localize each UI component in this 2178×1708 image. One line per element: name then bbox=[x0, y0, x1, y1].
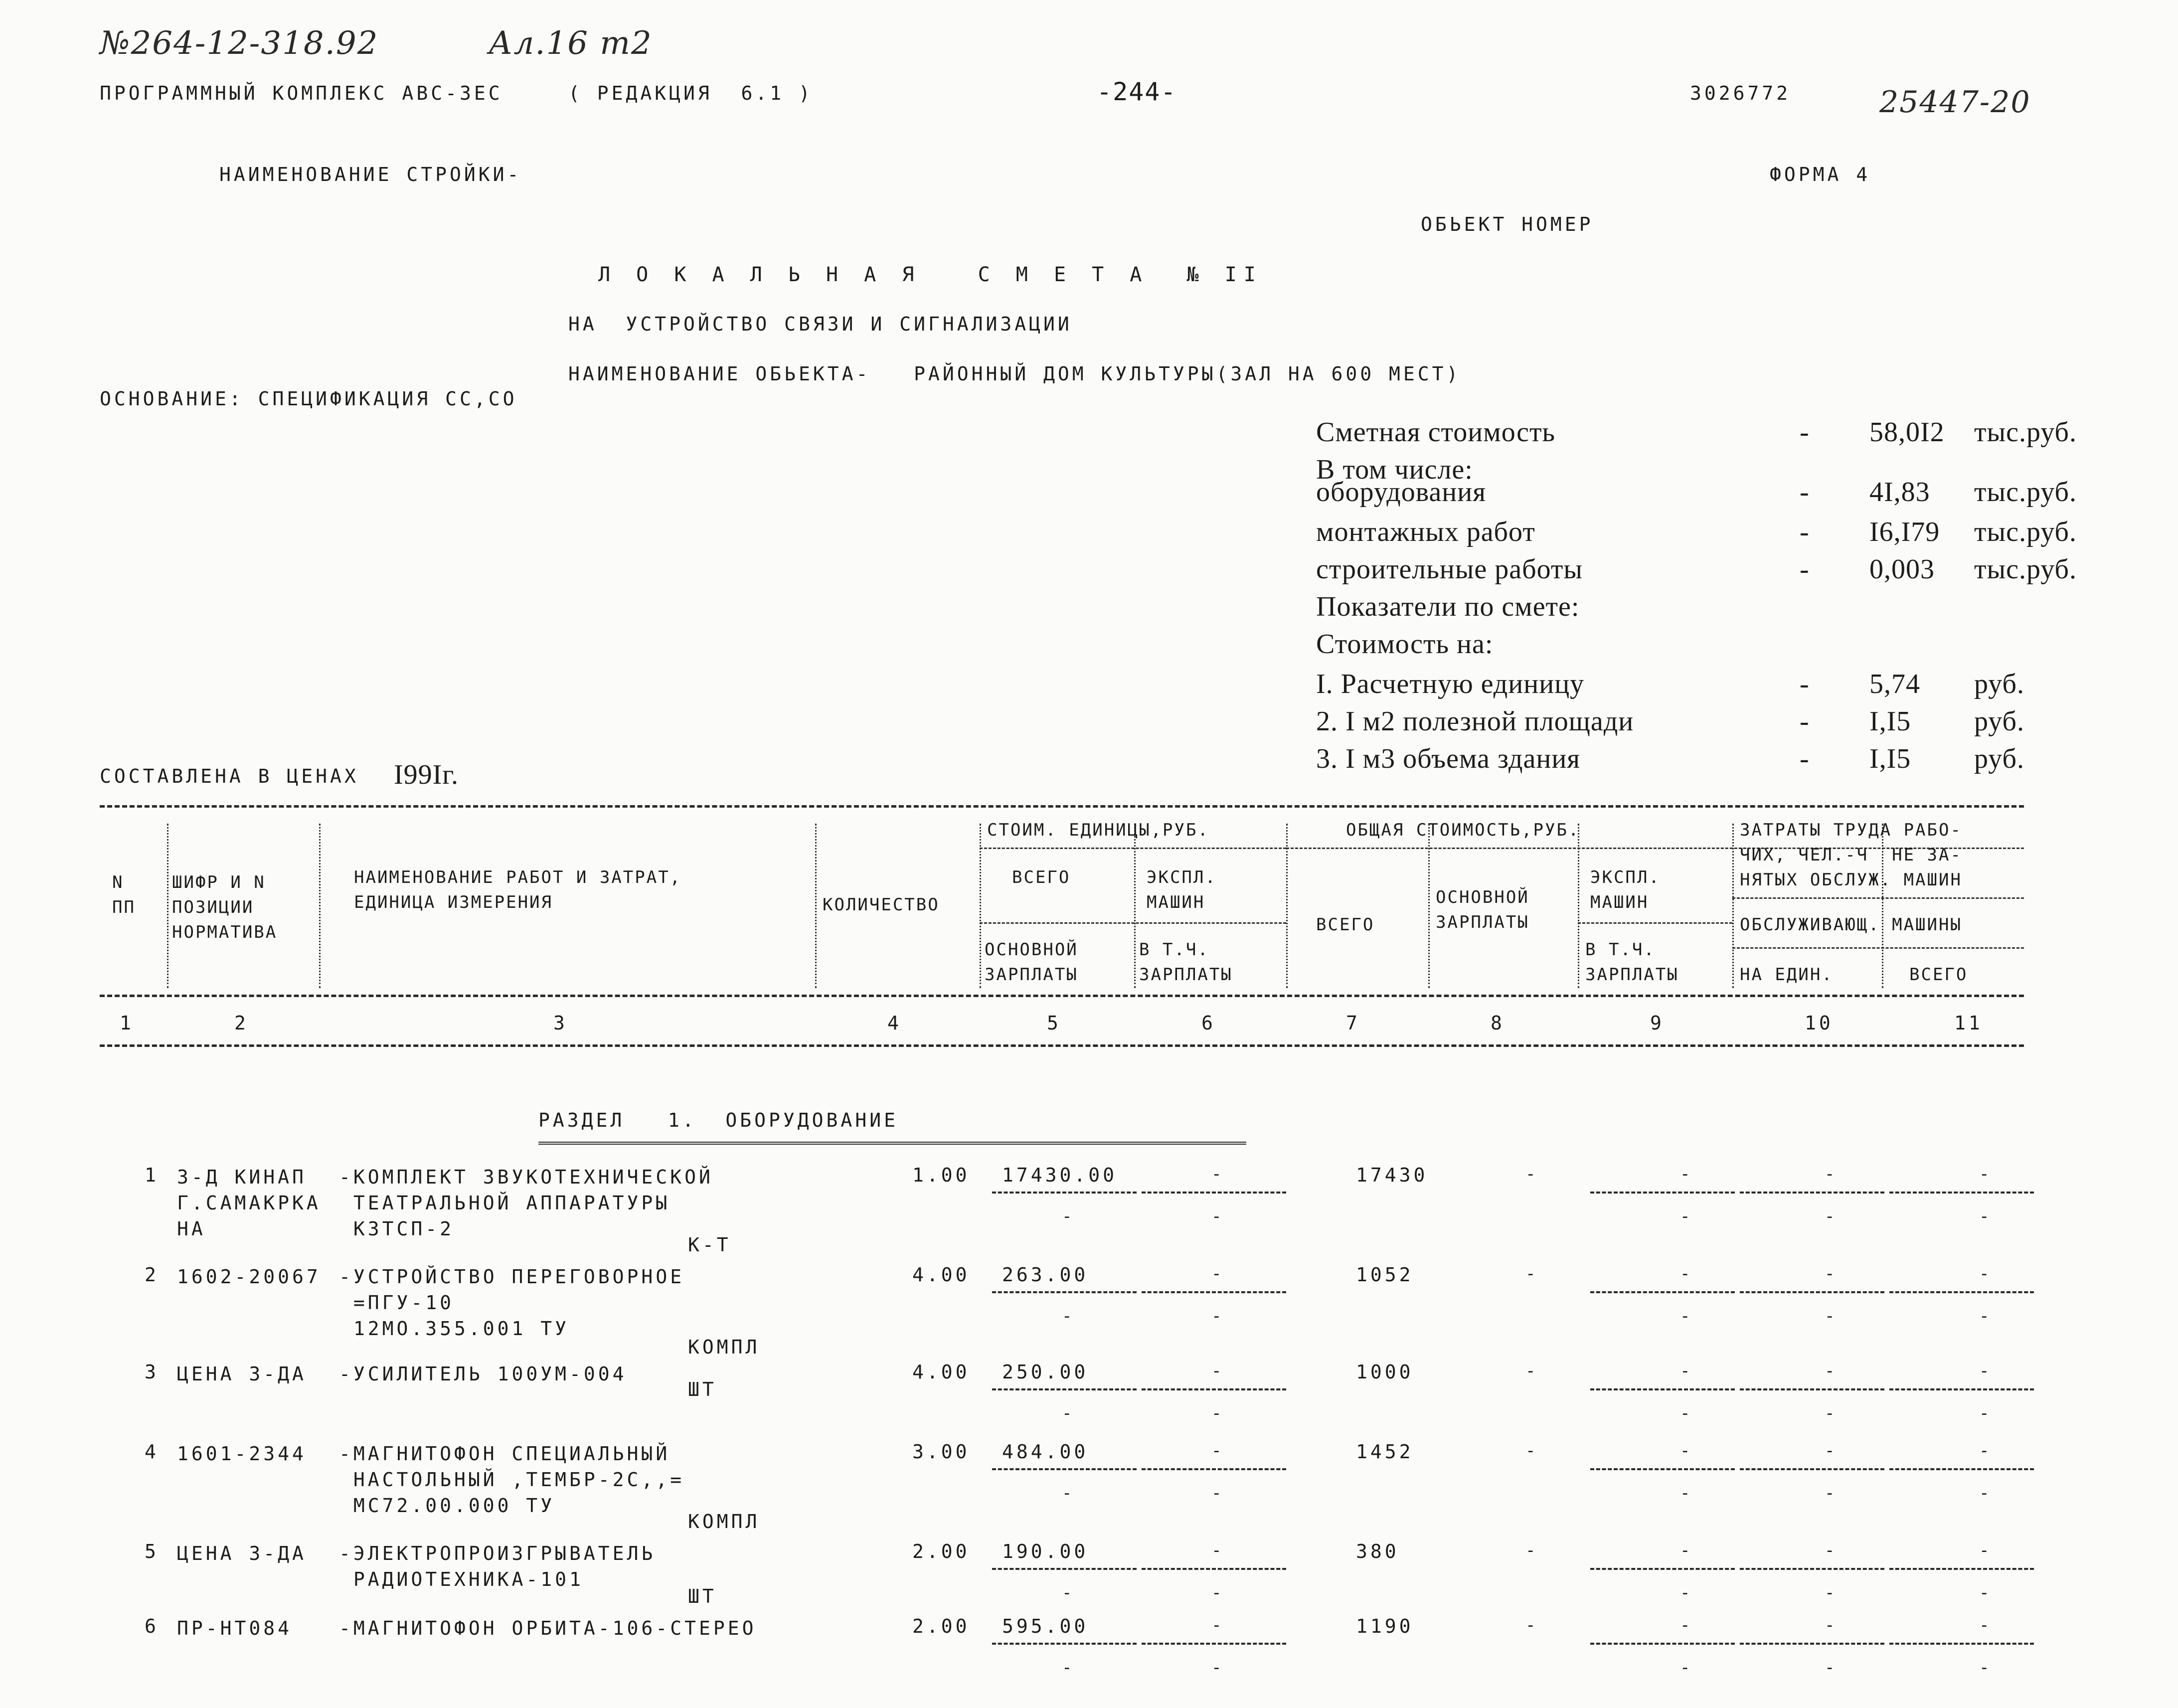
row-subrule bbox=[1590, 1192, 1735, 1194]
row-labor-total: - bbox=[1979, 1441, 1993, 1461]
header-subrule bbox=[980, 848, 1286, 849]
row-machine-cost: - bbox=[1211, 1540, 1225, 1560]
header-subrule bbox=[980, 922, 1286, 924]
summary-label: В том числе: bbox=[1316, 454, 1473, 485]
row-number: 1 bbox=[145, 1164, 159, 1186]
row-quantity: 4.00 bbox=[912, 1264, 970, 1286]
row-machine-total: - bbox=[1680, 1441, 1693, 1461]
row-subrule bbox=[1889, 1568, 2034, 1570]
column-number: 2 bbox=[234, 1012, 249, 1034]
program-name: ПРОГРАММНЫЙ КОМПЛЕКС АВС-3ЕС bbox=[100, 82, 503, 104]
row-machine-cost: - bbox=[1211, 1441, 1225, 1461]
row-unit: КОМПЛ bbox=[688, 1511, 760, 1533]
row-unit-price: 595.00 bbox=[1002, 1615, 1089, 1637]
row-salary-value: - bbox=[1062, 1206, 1075, 1226]
col-header-9-bottom: В Т.Ч. ЗАРПЛАТЫ bbox=[1585, 940, 1679, 985]
row-salary-value: - bbox=[1680, 1306, 1693, 1326]
summary-value: I6,I79 bbox=[1869, 516, 1940, 547]
row-salary-value: - bbox=[1211, 1306, 1225, 1326]
row-labor-total: - bbox=[1979, 1361, 1993, 1381]
summary-label: I. Расчетную единицу bbox=[1316, 669, 1585, 699]
row-code: ЦЕНА 3-ДА bbox=[177, 1542, 307, 1564]
row-salary-value: - bbox=[1825, 1403, 1838, 1423]
col-header-unit-cost: СТОИМ. ЕДИНИЦЫ,РУБ. bbox=[987, 820, 1209, 840]
summary-dash: - bbox=[1800, 706, 1810, 737]
summary-unit: тыс.руб. bbox=[1974, 417, 2077, 448]
row-salary-value: - bbox=[1979, 1658, 1993, 1678]
col-header-10: НА ЕДИН. bbox=[1740, 965, 1834, 985]
row-number: 2 bbox=[145, 1264, 159, 1286]
row-subrule bbox=[1740, 1568, 1884, 1570]
row-machine-cost: - bbox=[1211, 1164, 1225, 1184]
row-quantity: 1.00 bbox=[912, 1164, 970, 1186]
row-salary-value: - bbox=[1979, 1483, 1993, 1503]
row-labor-total: - bbox=[1979, 1264, 1993, 1284]
column-number: 10 bbox=[1805, 1012, 1834, 1034]
summary-unit: руб. bbox=[1974, 669, 2025, 699]
col-header-7: ВСЕГО bbox=[1316, 915, 1375, 935]
row-total: 1000 bbox=[1356, 1361, 1414, 1383]
summary-label: Показатели по смете: bbox=[1316, 591, 1580, 622]
row-total: 1190 bbox=[1356, 1615, 1414, 1637]
row-salary-total: - bbox=[1525, 1264, 1539, 1284]
summary-value: 58,0I2 bbox=[1869, 417, 1945, 448]
row-salary-value: - bbox=[1825, 1206, 1838, 1226]
row-code: ЦЕНА 3-ДА bbox=[177, 1363, 307, 1385]
row-subrule bbox=[1889, 1468, 2034, 1470]
row-salary-total: - bbox=[1525, 1540, 1539, 1560]
row-machine-cost: - bbox=[1211, 1264, 1225, 1284]
row-labor-total: - bbox=[1979, 1615, 1993, 1635]
row-labor-unit: - bbox=[1825, 1540, 1838, 1560]
section-underline bbox=[538, 1142, 1246, 1145]
summary-unit: руб. bbox=[1974, 706, 2025, 737]
row-name: -МАГНИТОФОН СПЕЦИАЛЬНЫЙ НАСТОЛЬНЫЙ ,ТЕМБР-2С,,= МС72.00.000 ТУ bbox=[339, 1443, 685, 1517]
header-bottom-rule bbox=[100, 995, 2024, 997]
row-subrule bbox=[1889, 1192, 2034, 1194]
row-salary-value: - bbox=[1825, 1658, 1838, 1678]
handwritten-doc-ref: №264-12-318.92 bbox=[100, 25, 379, 62]
row-subrule bbox=[1142, 1192, 1286, 1194]
col-header-11: ВСЕГО bbox=[1909, 965, 1968, 985]
col-header-n: N ПП bbox=[112, 872, 136, 917]
row-salary-value: - bbox=[1062, 1658, 1075, 1678]
summary-dash: - bbox=[1800, 743, 1810, 774]
row-total: 380 bbox=[1356, 1540, 1399, 1562]
row-subrule bbox=[1740, 1291, 1884, 1293]
row-quantity: 4.00 bbox=[912, 1361, 970, 1383]
row-subrule bbox=[1889, 1291, 2034, 1293]
row-name: -ЭЛЕКТРОПРОИЗГРЫВАТЕЛЬ РАДИОТЕХНИКА-101 bbox=[339, 1542, 656, 1590]
row-number: 6 bbox=[145, 1615, 159, 1637]
section-title: РАЗДЕЛ 1. ОБОРУДОВАНИЕ bbox=[538, 1109, 898, 1131]
row-salary-value: - bbox=[1979, 1306, 1993, 1326]
col-header-5-top: ВСЕГО bbox=[1012, 867, 1071, 887]
row-subrule bbox=[1590, 1468, 1735, 1470]
row-salary-value: - bbox=[1062, 1583, 1075, 1603]
row-salary-value: - bbox=[1062, 1483, 1075, 1503]
row-salary-value: - bbox=[1062, 1403, 1075, 1423]
row-salary-total: - bbox=[1525, 1615, 1539, 1635]
row-total: 1052 bbox=[1356, 1264, 1414, 1286]
summary-value: 0,003 bbox=[1869, 554, 1935, 585]
column-number: 5 bbox=[1047, 1012, 1061, 1034]
document-code: 3026772 bbox=[1690, 82, 1791, 104]
row-unit-price: 263.00 bbox=[1002, 1264, 1089, 1286]
row-labor-unit: - bbox=[1825, 1361, 1838, 1381]
basis: ОСНОВАНИЕ: СПЕЦИФИКАЦИЯ СС,СО bbox=[100, 388, 517, 410]
row-salary-value: - bbox=[1680, 1206, 1693, 1226]
row-unit-price: 484.00 bbox=[1002, 1441, 1089, 1463]
summary-unit: руб. bbox=[1974, 743, 2025, 774]
column-number: 7 bbox=[1346, 1012, 1360, 1034]
row-unit: КОМПЛ bbox=[688, 1336, 760, 1358]
row-subrule bbox=[1889, 1643, 2034, 1645]
column-number: 3 bbox=[553, 1012, 568, 1034]
summary-unit: тыс.руб. bbox=[1974, 516, 2077, 547]
summary-label: Стоимость на: bbox=[1316, 629, 1494, 660]
column-number: 9 bbox=[1650, 1012, 1665, 1034]
col-header-labor: ЗАТРАТЫ ТРУДА РАБО- ЧИХ, ЧЕЛ.-Ч НЕ ЗА- НЯТЫХ ОБСЛУЖ. МАШИН bbox=[1740, 820, 1962, 890]
prices-label: СОСТАВЛЕНА В ЦЕНАХ bbox=[100, 765, 359, 787]
col-header-8: ОСНОВНОЙ ЗАРПЛАТЫ bbox=[1436, 887, 1529, 932]
summary-dash: - bbox=[1800, 516, 1810, 547]
row-machine-total: - bbox=[1680, 1361, 1693, 1381]
row-number: 4 bbox=[145, 1441, 159, 1463]
row-total: 1452 bbox=[1356, 1441, 1414, 1463]
col-header-6-bottom: В Т.Ч. ЗАРПЛАТЫ bbox=[1139, 940, 1233, 985]
row-subrule bbox=[1740, 1388, 1884, 1390]
row-salary-value: - bbox=[1979, 1583, 1993, 1603]
row-subrule bbox=[992, 1643, 1137, 1645]
row-salary-value: - bbox=[1211, 1583, 1225, 1603]
summary-dash: - bbox=[1800, 669, 1810, 699]
row-number: 3 bbox=[145, 1361, 159, 1383]
header-subrule bbox=[1732, 947, 2024, 949]
construction-label: НАИМЕНОВАНИЕ СТРОЙКИ- bbox=[219, 164, 522, 185]
row-machine-total: - bbox=[1680, 1540, 1693, 1560]
row-salary-value: - bbox=[1825, 1583, 1838, 1603]
summary-label: 3. I м3 объема здания bbox=[1316, 743, 1581, 774]
column-number: 8 bbox=[1491, 1012, 1505, 1034]
row-name: -УСТРОЙСТВО ПЕРЕГОВОРНОЕ =ПГУ-10 12МО.355.001 ТУ bbox=[339, 1266, 685, 1340]
object-name: НАИМЕНОВАНИЕ ОБЬЕКТА- РАЙОННЫЙ ДОМ КУЛЬТУРЫ(ЗАЛ НА 600 МЕСТ) bbox=[568, 363, 1461, 385]
row-unit-price: 190.00 bbox=[1002, 1540, 1089, 1562]
summary-label: Сметная стоимость bbox=[1316, 417, 1555, 448]
summary-value: I,I5 bbox=[1869, 743, 1911, 774]
document-title: Л О К А Л Ь Н А Я С М Е Т А № II bbox=[598, 263, 1263, 286]
col-separator bbox=[319, 824, 321, 988]
row-subrule bbox=[1740, 1468, 1884, 1470]
row-machine-total: - bbox=[1680, 1264, 1693, 1284]
row-salary-value: - bbox=[1825, 1483, 1838, 1503]
row-salary-total: - bbox=[1525, 1164, 1539, 1184]
col-header-9-top: ЭКСПЛ. МАШИН bbox=[1590, 867, 1661, 912]
summary-unit: тыс.руб. bbox=[1974, 554, 2077, 585]
col-separator bbox=[815, 824, 817, 988]
col-header-code: ШИФР И N ПОЗИЦИИ НОРМАТИВА bbox=[172, 872, 278, 942]
row-subrule bbox=[992, 1192, 1137, 1194]
row-salary-value: - bbox=[1979, 1206, 1993, 1226]
row-unit: ШТ bbox=[688, 1378, 717, 1400]
row-salary-value: - bbox=[1211, 1206, 1225, 1226]
row-salary-value: - bbox=[1680, 1403, 1693, 1423]
row-machine-total: - bbox=[1680, 1615, 1693, 1635]
row-salary-value: - bbox=[1211, 1483, 1225, 1503]
row-salary-value: - bbox=[1979, 1403, 1993, 1423]
row-salary-value: - bbox=[1062, 1306, 1075, 1326]
row-salary-total: - bbox=[1525, 1361, 1539, 1381]
row-salary-total: - bbox=[1525, 1441, 1539, 1461]
summary-dash: - bbox=[1800, 477, 1810, 508]
document-subtitle: НА УСТРОЙСТВО СВЯЗИ И СИГНАЛИЗАЦИИ bbox=[568, 313, 1072, 335]
row-labor-total: - bbox=[1979, 1164, 1993, 1184]
row-name: -КОМПЛЕКТ ЗВУКОТЕХНИЧЕСКОЙ ТЕАТРАЛЬНОЙ АППАРАТУРЫ КЗТСП-2 bbox=[339, 1166, 713, 1240]
column-number: 6 bbox=[1201, 1012, 1216, 1034]
col-header-total-cost: ОБЩАЯ СТОИМОСТЬ,РУБ. bbox=[1346, 820, 1580, 840]
row-subrule bbox=[992, 1468, 1137, 1470]
summary-block bbox=[1316, 416, 2164, 775]
row-unit-price: 17430.00 bbox=[1002, 1164, 1118, 1186]
summary-label: монтажных работ bbox=[1316, 516, 1535, 547]
row-salary-value: - bbox=[1825, 1306, 1838, 1326]
row-labor-total: - bbox=[1979, 1540, 1993, 1560]
summary-value: 4I,83 bbox=[1869, 477, 1930, 508]
row-number: 5 bbox=[145, 1540, 159, 1562]
row-subrule bbox=[1142, 1568, 1286, 1570]
row-machine-total: - bbox=[1680, 1164, 1693, 1184]
row-salary-value: - bbox=[1680, 1583, 1693, 1603]
row-machine-cost: - bbox=[1211, 1615, 1225, 1635]
object-number-label: ОБЬЕКТ НОМЕР bbox=[1421, 213, 1594, 235]
row-subrule bbox=[1740, 1192, 1884, 1194]
column-number: 1 bbox=[120, 1012, 134, 1034]
table-top-rule bbox=[100, 805, 2024, 808]
summary-dash: - bbox=[1800, 417, 1810, 448]
row-subrule bbox=[1142, 1643, 1286, 1645]
row-total: 17430 bbox=[1356, 1164, 1428, 1186]
prices-year: I99Iг. bbox=[394, 759, 459, 790]
row-labor-unit: - bbox=[1825, 1441, 1838, 1461]
row-subrule bbox=[1142, 1468, 1286, 1470]
row-subrule bbox=[1142, 1291, 1286, 1293]
summary-value: I,I5 bbox=[1869, 706, 1911, 737]
row-unit: К-Т bbox=[688, 1234, 731, 1256]
row-salary-value: - bbox=[1211, 1403, 1225, 1423]
row-code: 1602-20067 bbox=[177, 1266, 321, 1288]
col-header-5-bottom: ОСНОВНОЙ ЗАРПЛАТЫ bbox=[985, 940, 1078, 985]
form-number: ФОРМА 4 bbox=[1770, 164, 1871, 185]
row-subrule bbox=[1590, 1388, 1735, 1390]
row-subrule bbox=[1740, 1643, 1884, 1645]
row-unit: ШТ bbox=[688, 1585, 717, 1607]
row-labor-unit: - bbox=[1825, 1615, 1838, 1635]
row-name: -МАГНИТОФОН ОРБИТА-106-СТЕРЕО bbox=[339, 1617, 757, 1639]
header-subrule bbox=[1578, 922, 1732, 924]
row-subrule bbox=[992, 1291, 1137, 1293]
summary-dash: - bbox=[1800, 554, 1810, 585]
numbers-bottom-rule bbox=[100, 1044, 2024, 1047]
col-header-labor-sub: ОБСЛУЖИВАЮЩ. МАШИНЫ bbox=[1740, 915, 1962, 935]
row-quantity: 3.00 bbox=[912, 1441, 970, 1463]
summary-unit: тыс.руб. bbox=[1974, 477, 2077, 508]
handwritten-archive-no: 25447-20 bbox=[1879, 85, 2031, 120]
column-number: 4 bbox=[887, 1012, 902, 1034]
header-subrule bbox=[1732, 897, 2024, 899]
row-code: 1601-2344 bbox=[177, 1443, 307, 1465]
row-machine-cost: - bbox=[1211, 1361, 1225, 1381]
summary-label: 2. I м2 полезной площади bbox=[1316, 706, 1634, 737]
row-subrule bbox=[1142, 1388, 1286, 1390]
row-subrule bbox=[1590, 1568, 1735, 1570]
program-edition: ( РЕДАКЦИЯ 6.1 ) bbox=[568, 82, 813, 104]
row-subrule bbox=[992, 1568, 1137, 1570]
row-code: 3-Д КИНАП Г.САМАКРКА НА bbox=[177, 1166, 321, 1240]
row-name: -УСИЛИТЕЛЬ 100УМ-004 bbox=[339, 1363, 627, 1385]
row-salary-value: - bbox=[1211, 1658, 1225, 1678]
col-header-qty: КОЛИЧЕСТВО bbox=[823, 895, 940, 915]
handwritten-album: Ал.16 т2 bbox=[489, 25, 653, 62]
row-labor-unit: - bbox=[1825, 1264, 1838, 1284]
row-subrule bbox=[1590, 1643, 1735, 1645]
col-separator bbox=[167, 824, 168, 988]
row-subrule bbox=[992, 1388, 1137, 1390]
row-subrule bbox=[1590, 1291, 1735, 1293]
col-header-name: НАИМЕНОВАНИЕ РАБОТ И ЗАТРАТ, ЕДИНИЦА ИЗМЕРЕНИЯ bbox=[354, 867, 682, 912]
row-salary-value: - bbox=[1680, 1658, 1693, 1678]
row-subrule bbox=[1889, 1388, 2034, 1390]
page-number: -244- bbox=[1097, 77, 1177, 106]
summary-label: оборудования bbox=[1316, 477, 1486, 508]
row-unit-price: 250.00 bbox=[1002, 1361, 1089, 1383]
row-quantity: 2.00 bbox=[912, 1540, 970, 1562]
row-salary-value: - bbox=[1680, 1483, 1693, 1503]
summary-label: строительные работы bbox=[1316, 554, 1583, 585]
row-code: ПР-НТ084 bbox=[177, 1617, 293, 1639]
summary-value: 5,74 bbox=[1869, 669, 1920, 699]
row-quantity: 2.00 bbox=[912, 1615, 970, 1637]
col-header-6-top: ЭКСПЛ. МАШИН bbox=[1147, 867, 1217, 912]
column-number: 11 bbox=[1954, 1012, 1983, 1034]
row-labor-unit: - bbox=[1825, 1164, 1838, 1184]
